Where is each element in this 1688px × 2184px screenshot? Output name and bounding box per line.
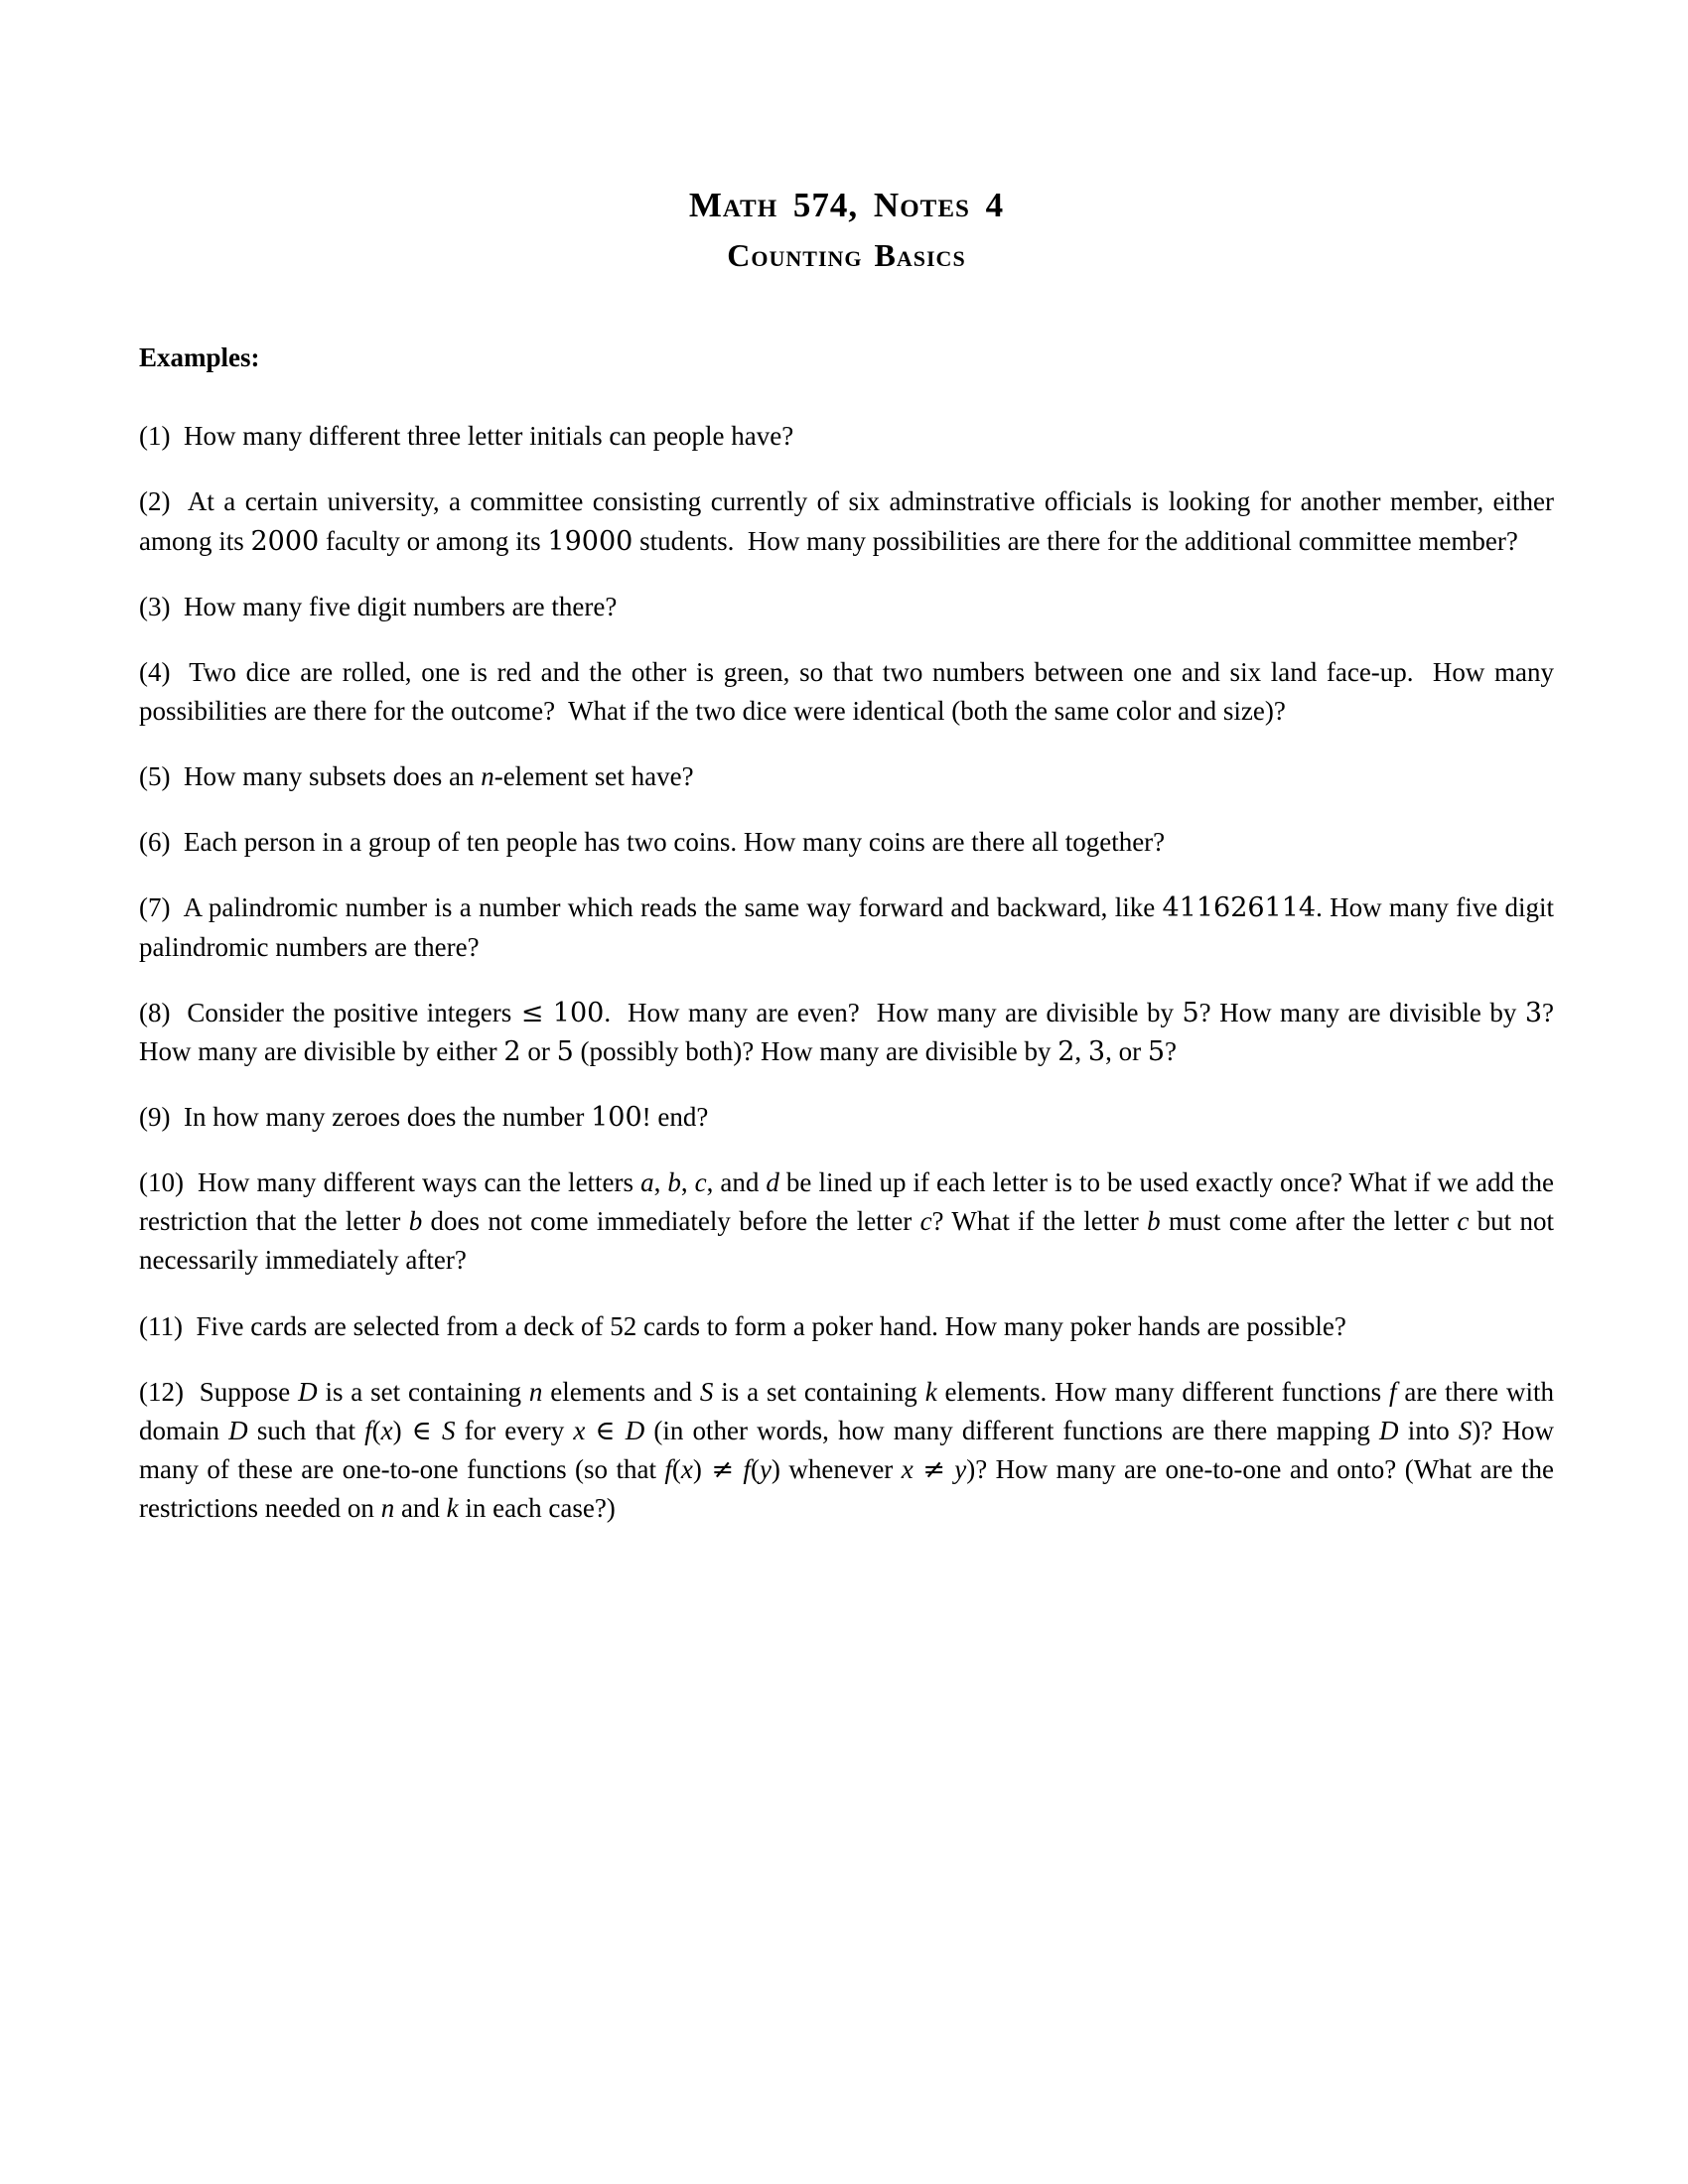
- list-item: (5) How many subsets does an n-element set have?: [139, 761, 694, 792]
- item-number: (4): [139, 656, 171, 687]
- item-number: (11): [139, 1310, 183, 1341]
- item-number: (8): [139, 997, 171, 1027]
- document-title-block: [139, 187, 1554, 273]
- item-number: (7): [139, 892, 171, 923]
- item-number: (5): [139, 761, 171, 792]
- list-item: (1) How many different three letter initials can people have?: [139, 421, 794, 452]
- list-item: (6) Each person in a group of ten people has two coins. How many coins are there all together?: [139, 827, 1166, 858]
- document-content: [139, 0, 1554, 1528]
- examples-list: [139, 417, 1554, 1528]
- page-title: Math 574, Notes 4: [688, 186, 1005, 224]
- item-number: (6): [139, 827, 171, 858]
- list-item: (2) At a certain university, a committee consisting currently of six adminstrative officials is looking for another member, either among its 2000 faculty or among its 19000 students. How many possibilities are there for the additional committee member?: [139, 486, 1554, 557]
- list-item: (4) Two dice are rolled, one is red and the other is green, so that two numbers between one and six land face-up. How many possibilities are there for the outcome? What if the two dice were identical (both the same color and size)?: [139, 656, 1554, 726]
- list-item: (10) How many different ways can the letters a, b, c, and d be lined up if each letter is to be used exactly once? What if we add the restriction that the letter b does not come immediately before the letter c? What if the letter b must come after the letter c but not necessarily immediately after?: [139, 1167, 1555, 1276]
- item-number: (12): [139, 1376, 184, 1407]
- item-number: (10): [139, 1167, 184, 1198]
- list-item: (3) How many five digit numbers are there?: [139, 591, 618, 621]
- list-item: (11) Five cards are selected from a deck of 52 cards to form a poker hand. How many poker hands are possible?: [139, 1310, 1346, 1341]
- list-item: (12) Suppose D is a set containing n elements and S is a set containing k elements. How many different functions f are there with domain D such that f(x) ∈ S for every x ∈ D (in other words, how many different functions are there mapping D into S)? How many of these are one-to-one functions (so that f(x) ≠ f(y) whenever x ≠ y)? How many are one-to-one and onto? (What are the restrictions needed on n and k in each case?): [139, 1376, 1555, 1524]
- list-item: (7) A palindromic number is a number which reads the same way forward and backward, like 411626114. How many five digit palindromic numbers are there?: [139, 892, 1554, 962]
- list-item: (9) In how many zeroes does the number 100! end?: [139, 1101, 709, 1133]
- section-heading-examples: Examples:: [139, 342, 260, 373]
- list-item: (8) Consider the positive integers ≤ 100. How many are even? How many are divisible by 5? How many are divisible by 3? How many are divisible by either 2 or 5 (possibly both)? How many are divisible by 2, 3, or 5?: [139, 997, 1554, 1067]
- item-number: (1): [139, 421, 171, 452]
- page-subtitle: Counting Basics: [727, 236, 966, 273]
- item-number: (9): [139, 1101, 171, 1132]
- item-number: (3): [139, 591, 171, 621]
- item-number: (2): [139, 486, 171, 517]
